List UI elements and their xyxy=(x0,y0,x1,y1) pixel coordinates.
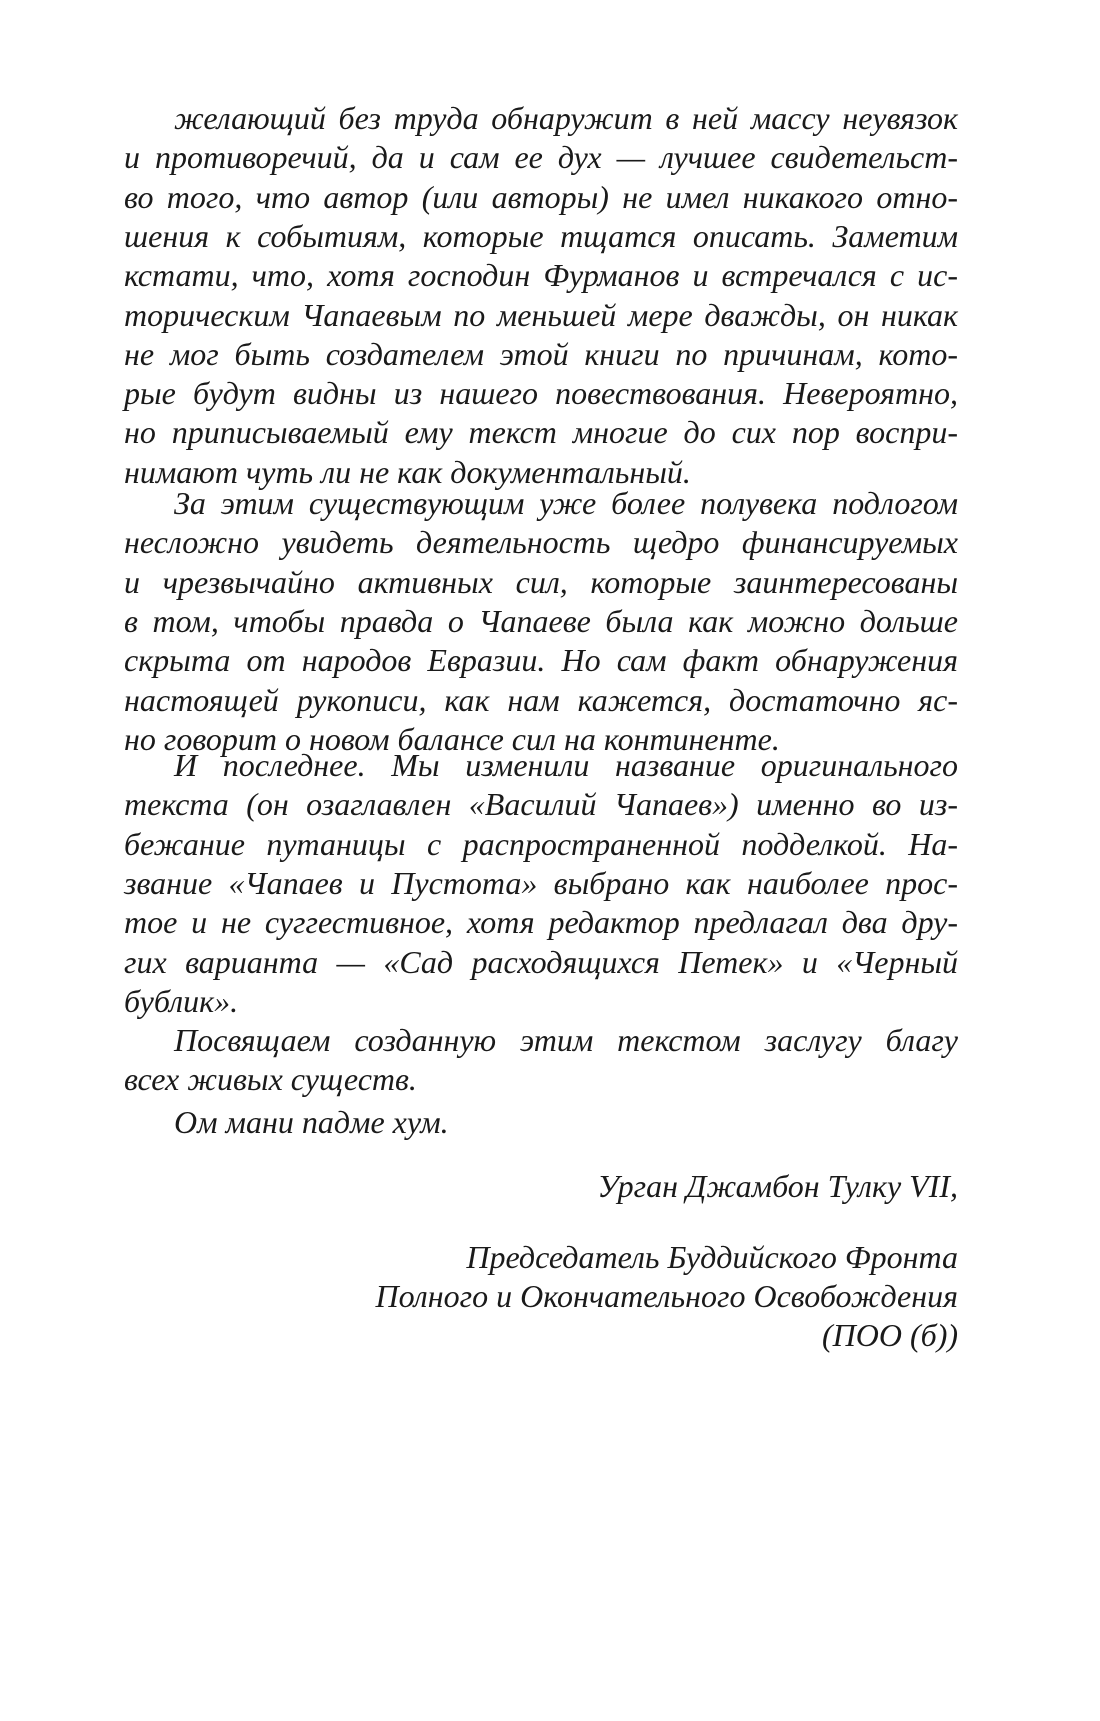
paragraph-3-line: бежание путаницы с распространенной подделкой. На- xyxy=(124,825,958,862)
paragraph-2-line: настоящей рукописи, как нам кажется, достаточно яс- xyxy=(124,681,958,718)
paragraph-1-line: и противоречий, да и сам ее дух — лучшее свидетельст- xyxy=(124,139,958,176)
paragraph-3-line: звание «Чапаев и Пустота» выбрано как наиболее прос- xyxy=(124,864,958,901)
paragraph-5-line: Ом мани падме хум. xyxy=(174,1104,449,1140)
paragraph-1-line: рые будут видны из нашего повествования. Невероятно, xyxy=(124,375,958,412)
paragraph-2-line: За этим существующим уже более полувека подлогом xyxy=(174,485,958,521)
signature-title-line: (ПОО (б)) xyxy=(821,1317,958,1353)
paragraph-1-line: шения к событиям, которые тщатся описать. Заметим xyxy=(124,217,958,254)
paragraph-1-line: нимают чуть ли не как документальный. xyxy=(124,453,691,490)
paragraph-2-line: но говорит о новом балансе сил на континенте. xyxy=(124,720,780,757)
paragraph-1-line: во того, что автор (или авторы) не имел никакого отно- xyxy=(124,178,958,215)
paragraph-1-line: желающий без труда обнаружит в ней массу неувязок xyxy=(174,100,958,136)
paragraph-4-line: Посвящаем созданную этим текстом заслугу благу xyxy=(174,1022,958,1058)
paragraph-1-line: торическим Чапаевым по меньшей мере дважды, он никак xyxy=(124,296,958,333)
paragraph-3-line: текста (он озаглавлен «Василий Чапаев») именно во из- xyxy=(124,786,958,823)
signature-title-line: Полного и Окончательного Освобождения xyxy=(375,1278,958,1314)
paragraph-2-line: и чрезвычайно активных сил, которые заинтересованы xyxy=(124,563,958,600)
paragraph-3-line: тое и не суггестивное, хотя редактор предлагал два дру- xyxy=(124,904,958,941)
paragraph-3-line: И последнее. Мы изменили название оригинального xyxy=(174,747,958,783)
paragraph-1-line: но приписываемый ему текст многие до сих пор воспри- xyxy=(124,414,958,451)
signature-name: Урган Джамбон Тулку VII, xyxy=(597,1168,958,1204)
signature-title-line: Председатель Буддийского Фронта xyxy=(466,1239,958,1275)
paragraph-2-line: несложно увидеть деятельность щедро финансируемых xyxy=(124,524,958,561)
paragraph-4-line: всех живых существ. xyxy=(124,1061,417,1098)
paragraph-3-line: гих варианта — «Сад расходящихся Петек» и «Черный xyxy=(124,943,958,980)
paragraph-1-line: не мог быть создателем этой книги по причинам, кото- xyxy=(124,335,958,372)
paragraph-3-line: бублик». xyxy=(124,982,239,1019)
paragraph-2-line: скрыта от народов Евразии. Но сам факт обнаружения xyxy=(124,642,958,679)
paragraph-1-line: кстати, что, хотя господин Фурманов и встречался с ис- xyxy=(124,257,958,294)
paragraph-2-line: в том, чтобы правда о Чапаеве была как можно дольше xyxy=(124,602,958,639)
